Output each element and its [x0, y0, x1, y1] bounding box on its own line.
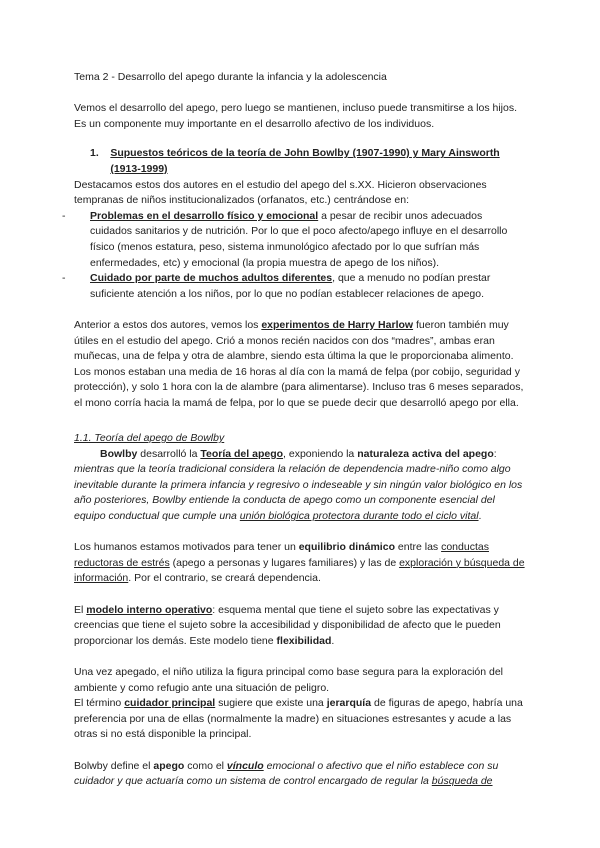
list-item	[62, 271, 526, 302]
list-item	[62, 209, 526, 271]
dash-bullet: -	[62, 272, 66, 285]
secure-base-paragraph: Una vez apegado, el niño utiliza la figura principal como base segura para la exploración del ambiente y como refugio ante una situación de peligro.	[74, 665, 504, 694]
internal-model-paragraph	[74, 603, 526, 650]
subsection-1-1-heading: 1.1. Teoría del apego de Bowlby	[74, 432, 225, 445]
harlow-text-a: Anterior a estos dos autores, vemos los	[74, 318, 262, 331]
definition-text: emocional o afectivo que el niño establece con su cuidador y que actuaría como un sistema de control encargado de regular la	[74, 759, 499, 788]
text-span: (apego a personas y lugares familiares) y las de	[169, 556, 400, 569]
section-1-heading	[90, 146, 526, 177]
harlow-bold: experimentos de Harry Harlow	[261, 318, 414, 331]
attachment-theory-term: Teoría del apego	[200, 447, 284, 460]
bowlby-quote: mientras que la teoría tradicional considera la relación de dependencia madre-niño como algo inevitable durante la primera infancia y regresivo o indeseable y sin ningún valor biológico en los año posteriores, Bowlby entiende la conducta de apego como un componente esencial del equipo conductual que cumple una	[74, 463, 523, 523]
bullet-2-text: , que a menudo no podían prestar suficiente atención a los niños, por lo que no podían establecer relaciones de apego.	[90, 272, 491, 300]
bond-term: vínculo	[226, 759, 264, 772]
dash-bullet: -	[62, 209, 66, 222]
text-span: entre las	[394, 541, 442, 554]
text-span: .	[331, 634, 335, 647]
observations-list	[62, 209, 526, 303]
dynamic-balance-paragraph	[74, 540, 526, 587]
document-title: Tema 2 - Desarrollo del apego durante la infancia y la adolescencia	[74, 71, 387, 83]
section-1-number: 1.	[90, 147, 99, 160]
search-term: búsqueda de	[431, 775, 493, 788]
text-span: : esquema mental que tiene el sujeto sobre las expectativas y creencias que tiene el sujeto sobre la accesibilidad y disponibilidad de afecto que le pueden proporcionar los demás. Este modelo tiene	[74, 603, 501, 647]
text-span: desarrolló la	[137, 447, 201, 460]
harlow-paragraph	[74, 318, 526, 412]
text-span: sugiere que existe una	[215, 697, 327, 710]
internal-model-term: modelo interno operativo	[86, 603, 213, 616]
text-span: Bolwby define el	[74, 759, 154, 772]
attachment-definition-paragraph	[74, 759, 526, 790]
section-1-paragraph-1: Destacamos estos dos autores en el estudio del apego del s.XX. Hicieron observaciones tempranas de niños institucionalizados (orfanatos, etc.) centrándose en:	[74, 178, 487, 207]
attachment-term: apego	[153, 759, 185, 772]
intro-paragraph: Vemos el desarrollo del apego, pero luego se mantienen, incluso puede transmitirse a los hijos. Es un componente muy importante en el desarrollo afectivo de los individuos.	[74, 102, 518, 130]
text-span: El	[74, 603, 87, 616]
exploration-term: exploración y búsqueda de información	[74, 556, 525, 585]
text-span: Los humanos estamos motivados para tener un	[74, 541, 299, 554]
text-span: de figuras de apego, habría una preferencia por una de ellas (normalmente la madre) en situaciones estresantes y acude a las otras si no está disponible la principal.	[74, 697, 523, 741]
flexibility-term: flexibilidad	[276, 634, 332, 647]
dynamic-balance-term: equilibrio dinámico	[298, 541, 395, 554]
primary-caregiver-paragraph	[74, 696, 526, 743]
stress-reducing-term: conductas reductoras de estrés	[74, 541, 489, 569]
protective-bond-term: unión biológica protectora durante todo el ciclo vital	[239, 510, 479, 523]
primary-caregiver-term: cuidador principal	[124, 697, 216, 710]
text-span: El término	[74, 697, 125, 710]
bullet-1-text: a pesar de recibir unos adecuados cuidados sanitarios y de nutrición. Por lo que el poco afecto/apego influye en el desarrollo físico (menos estatura, peso, sistema inmunológico afectado por lo que sufrían más enfermedades, etc) y emocional (la propia muestra de apego de los niños).	[90, 209, 508, 269]
bowlby-paragraph	[74, 447, 526, 525]
document-page	[62, 70, 526, 790]
harlow-text-b: fueron también muy útiles en el estudio del apego. Crió a monos recién nacidos con dos “madres”, ambas eran muñecas, una de felpa y otra de alambre, siendo esta última la que le proporcionaba alimento. Los monos estaban una media de 16 horas al día con la mamá de felpa (por cobijo, seguridad y protección), y solo 1 hora con la de alambre (para alimentarse). Incluso tras 6 meses separados, el mono corría hacia la mamá de felpa, por lo que se puede decir que desarrolló apego por ella.	[74, 318, 524, 409]
bullet-2-bold: Cuidado por parte de muchos adultos diferentes	[90, 272, 333, 285]
section-1-title: Supuestos teóricos de la teoría de John Bowlby (1907-1990) y Mary Ainsworth (1913-1999)	[110, 147, 500, 175]
text-span: .	[478, 510, 482, 523]
text-span: como el	[184, 759, 227, 772]
text-span: . Por el contrario, se creará dependencia.	[128, 572, 321, 585]
text-span: , exponiendo la	[283, 447, 358, 460]
text-span: :	[493, 447, 497, 460]
bullet-1-bold: Problemas en el desarrollo físico y emocional	[90, 209, 319, 222]
bowlby-name: Bowlby	[100, 447, 138, 460]
hierarchy-term: jerarquía	[326, 697, 372, 710]
active-nature-term: naturaleza activa del apego	[357, 447, 494, 460]
